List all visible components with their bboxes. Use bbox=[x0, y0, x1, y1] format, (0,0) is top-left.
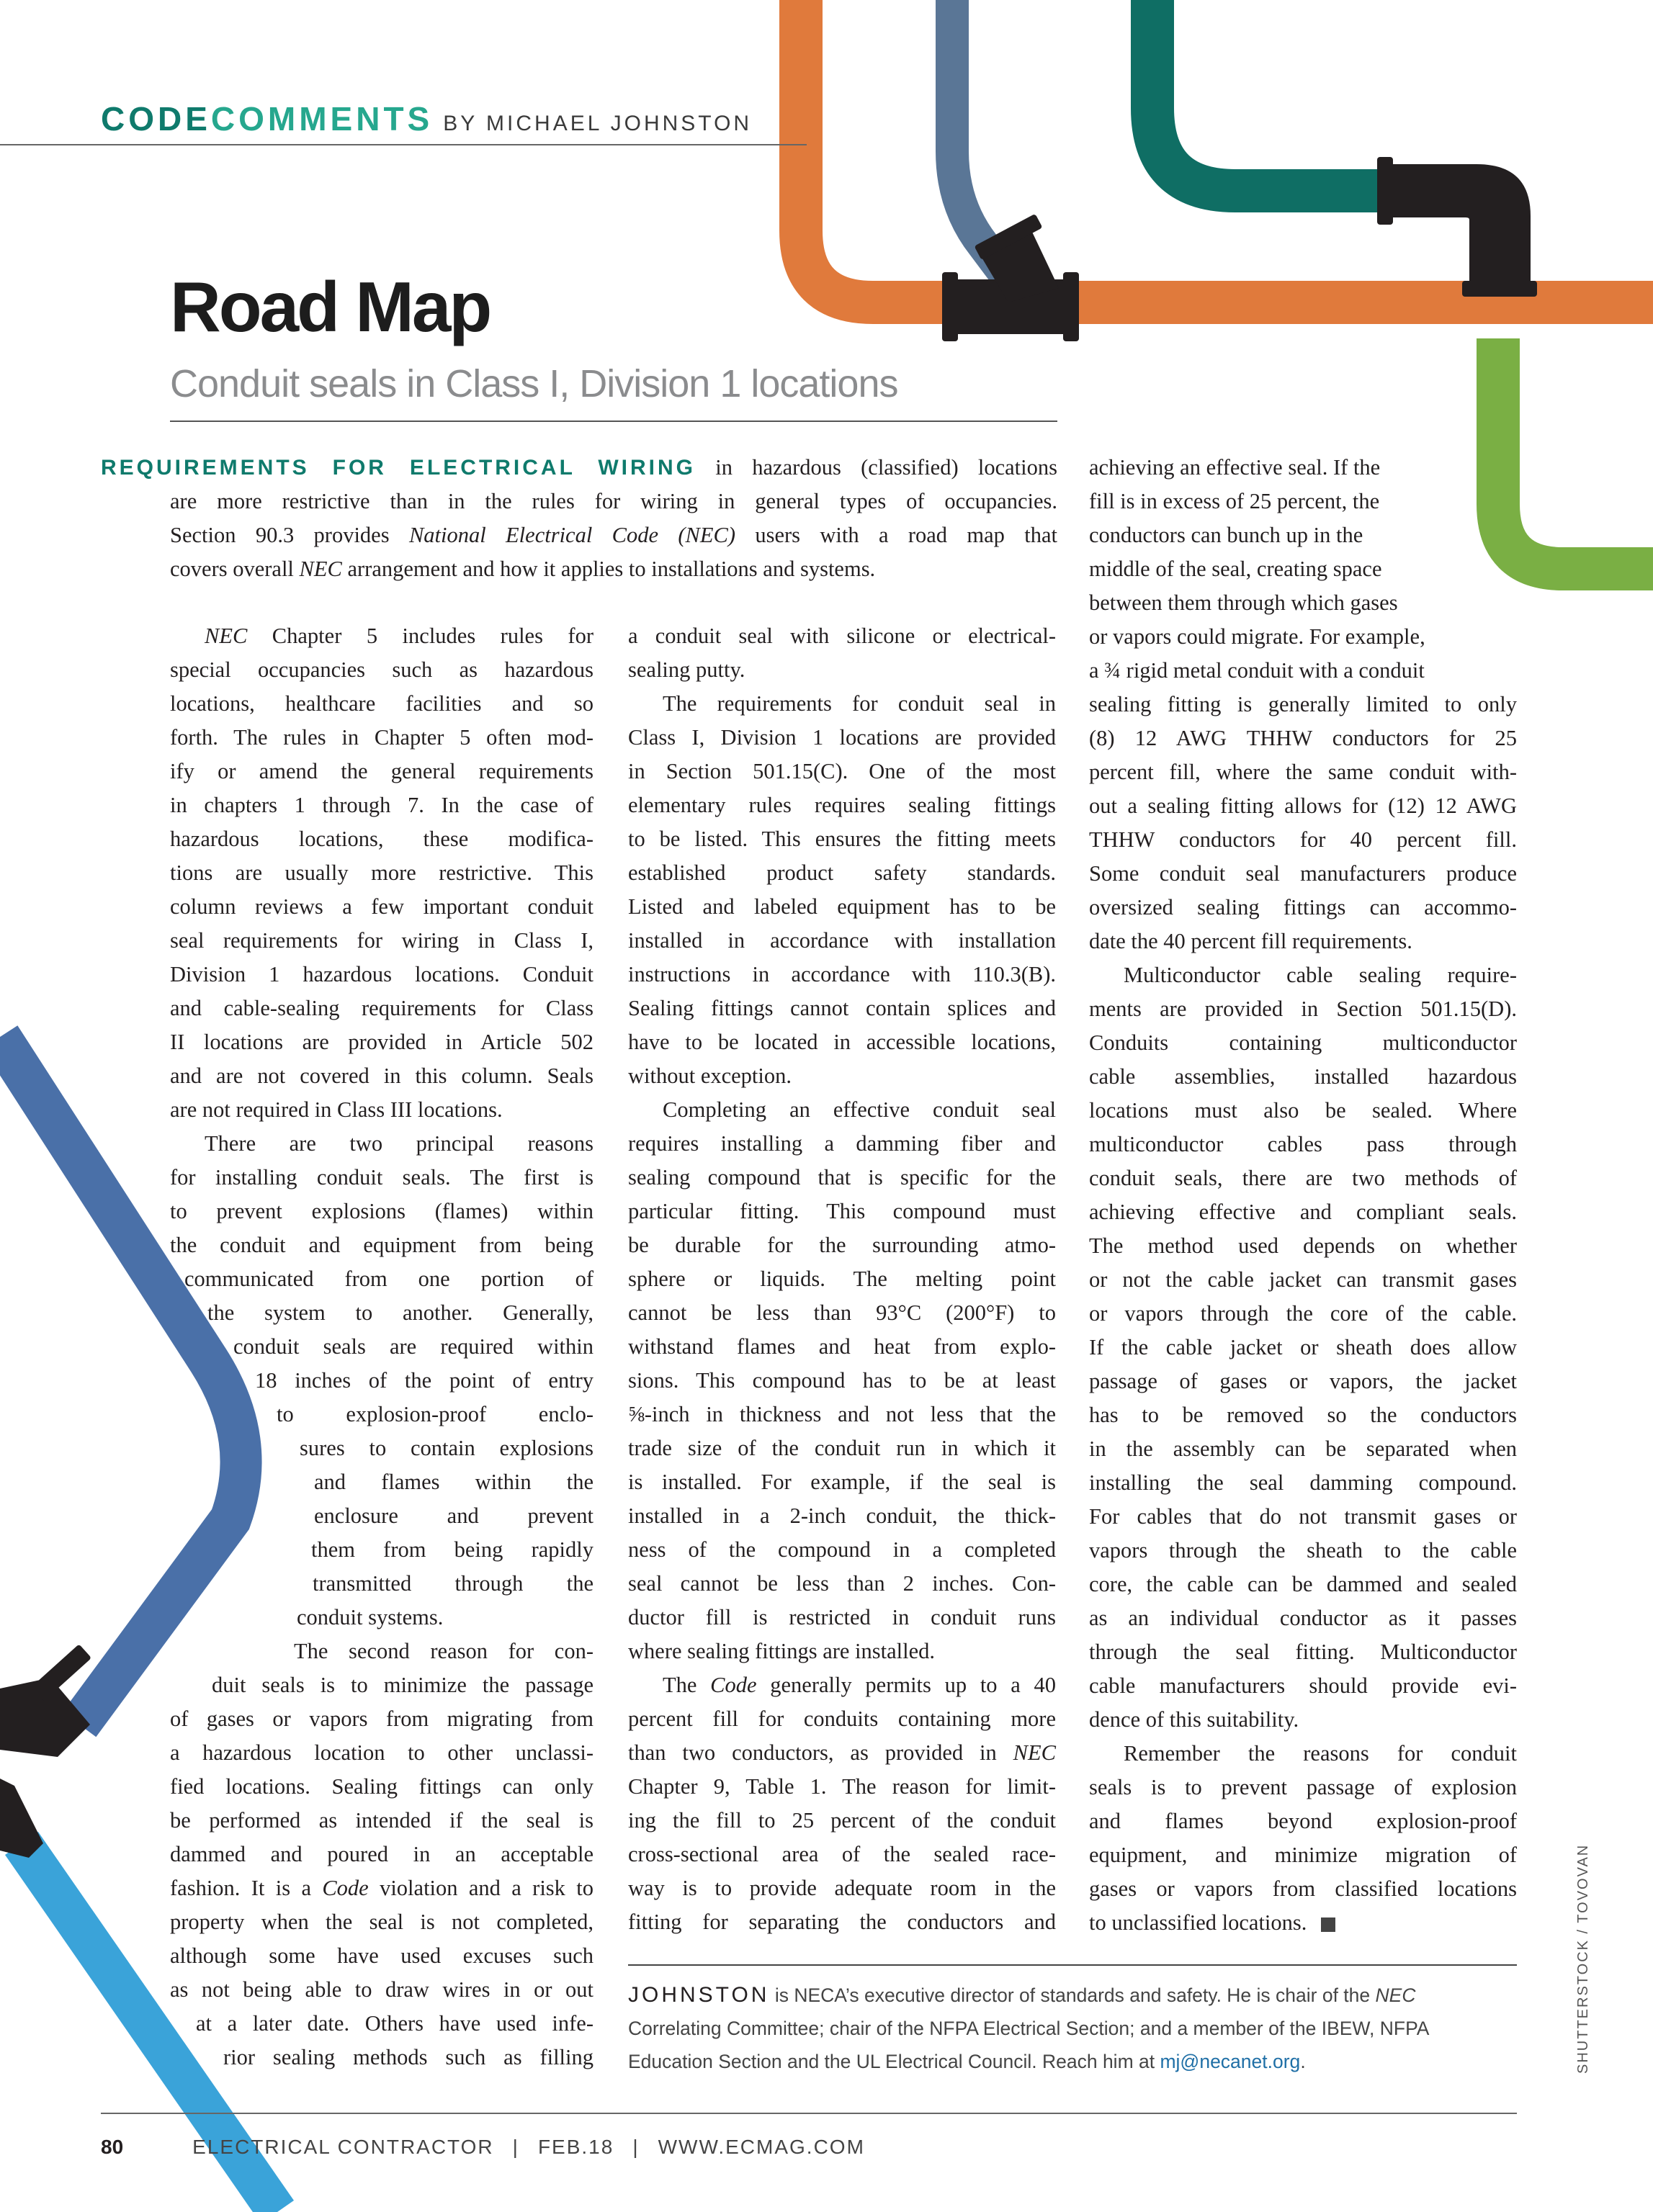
coupling-lower bbox=[0, 1779, 43, 1858]
text-line: cable assemblies, installed hazardous bbox=[1089, 1064, 1517, 1089]
text-line: fied locations. Sealing fittings can only bbox=[170, 1774, 593, 1799]
text-line: for installing conduit seals. The first is bbox=[170, 1165, 593, 1190]
text-line: in Section 501.15(C). One of the most bbox=[628, 759, 1056, 783]
email-link[interactable]: mj@necanet.org bbox=[1160, 2051, 1301, 2072]
text-line: cross-sectional area of the sealed race- bbox=[628, 1842, 1056, 1866]
text-line: THHW conductors for 40 percent fill. bbox=[1089, 827, 1517, 852]
text-line: cable manufacturers should provide evi- bbox=[1089, 1673, 1517, 1698]
text-line: installing the seal damming compound. bbox=[1089, 1470, 1517, 1495]
text-line: to prevent explosions (flames) within bbox=[170, 1199, 593, 1223]
text-line: Completing an effective conduit seal bbox=[663, 1097, 1056, 1122]
text-line: through the seal fitting. Multiconductor bbox=[1089, 1640, 1517, 1664]
text-line: sealing putty. bbox=[628, 657, 745, 682]
text-line: cannot be less than 93°C (200°F) to bbox=[628, 1300, 1056, 1325]
text-line: sealing compound that is specific for the bbox=[628, 1165, 1056, 1190]
bio-line: Correlating Committee; chair of the NFPA Electrical Section; and a member of the IBEW, NFPA bbox=[628, 2018, 1430, 2039]
footer-rule bbox=[101, 2113, 1517, 2114]
text-line: a conduit seal with silicone or electrical- bbox=[628, 624, 1056, 648]
text-line: There are two principal reasons bbox=[205, 1131, 593, 1156]
column-header bbox=[101, 99, 752, 138]
text-line: passage of gases or vapors, the jacket bbox=[1089, 1369, 1517, 1393]
bio-line: Education Section and the UL Electrical Council. Reach him at mj@necanet.org. bbox=[628, 2051, 1306, 2072]
text-line: or not the cable jacket can transmit gases bbox=[1089, 1267, 1517, 1292]
text-line: Division 1 hazardous locations. Conduit bbox=[170, 962, 593, 986]
text-line: tions are usually more restrictive. This bbox=[170, 860, 593, 885]
lead-line: in hazardous (classified) locations bbox=[715, 455, 1057, 480]
text-line: than two conductors, as provided in NEC bbox=[628, 1740, 1056, 1765]
text-line: II locations are provided in Article 502 bbox=[170, 1030, 593, 1054]
text-line: way is to provide adequate room in the bbox=[628, 1876, 1056, 1900]
text-line: multiconductor cables pass through bbox=[1089, 1132, 1517, 1156]
text-line: achieving an effective seal. If the bbox=[1089, 455, 1381, 480]
text-line: and are not covered in this column. Seals bbox=[170, 1064, 593, 1088]
text-line: enclosure and prevent bbox=[314, 1503, 593, 1528]
text-line: be durable for the surrounding atmo- bbox=[628, 1233, 1056, 1257]
text-line: seal cannot be less than 2 inches. Con- bbox=[628, 1571, 1056, 1596]
lead-line: covers overall NEC arrangement and how it applies to installations and systems. bbox=[170, 557, 876, 581]
text-line: achieving effective and compliant seals. bbox=[1089, 1200, 1517, 1224]
text-line: are not required in Class III locations. bbox=[170, 1097, 503, 1122]
text-line: without exception. bbox=[628, 1064, 792, 1088]
steel-blue-pipe bbox=[952, 0, 1005, 274]
elbow-fitting-collar-bottom bbox=[1462, 281, 1537, 297]
text-line: in the assembly can be separated when bbox=[1089, 1437, 1517, 1461]
text-line: middle of the seal, creating space bbox=[1089, 557, 1382, 581]
bio-author-name: JOHNSTON bbox=[628, 1983, 770, 2007]
text-line: transmitted through the bbox=[313, 1571, 593, 1596]
text-line: fill is in excess of 25 percent, the bbox=[1089, 489, 1380, 513]
text-line: established product safety standards. bbox=[628, 860, 1056, 885]
text-line: have to be located in accessible locations, bbox=[628, 1030, 1056, 1054]
text-line: instructions in accordance with 110.3(B). bbox=[628, 962, 1056, 986]
text-line: ductor fill is restricted in conduit runs bbox=[628, 1605, 1056, 1629]
text-line: or vapors could migrate. For example, bbox=[1089, 624, 1425, 649]
text-line: although some have used excuses such bbox=[170, 1943, 593, 1968]
lead-line: Section 90.3 provides National Electrical Code (NEC) users with a road map that bbox=[170, 523, 1057, 547]
header-code: CODE bbox=[101, 100, 211, 138]
text-line: installed in a 2-inch conduit, the thick- bbox=[628, 1503, 1056, 1528]
text-line: sures to contain explosions bbox=[300, 1436, 593, 1460]
text-line: dammed and poured in an acceptable bbox=[170, 1842, 593, 1866]
website-link[interactable]: WWW.ECMAG.COM bbox=[658, 2136, 865, 2158]
elbow-fitting bbox=[1387, 164, 1531, 288]
text-line: Multiconductor cable sealing require- bbox=[1124, 963, 1517, 987]
text-line: as not being able to draw wires in or out bbox=[170, 1977, 593, 2002]
text-line: of gases or vapors from migrating from bbox=[170, 1707, 593, 1731]
byline: BY MICHAEL JOHNSTON bbox=[443, 112, 753, 135]
text-line: If the cable jacket or sheath does allow bbox=[1089, 1335, 1517, 1359]
text-line: Some conduit seal manufacturers produce bbox=[1089, 861, 1517, 886]
text-line: in chapters 1 through 7. In the case of bbox=[170, 793, 593, 817]
bio-rule bbox=[628, 1964, 1517, 1966]
title-rule bbox=[170, 421, 1057, 422]
text-line: to be listed. This ensures the fitting meets bbox=[628, 827, 1056, 851]
text-line: as an individual conductor as it passes bbox=[1089, 1606, 1517, 1630]
text-line: percent fill, where the same conduit with- bbox=[1089, 760, 1517, 784]
lead-line: are more restrictive than in the rules for wiring in general types of occupancies. bbox=[170, 489, 1057, 513]
text-line: seals is to prevent passage of explosion bbox=[1089, 1775, 1517, 1799]
text-line: oversized sealing fittings can accommo- bbox=[1089, 895, 1517, 920]
text-line: Conduits containing multiconductor bbox=[1089, 1030, 1517, 1055]
photo-credit: SHUTTERSTOCK / TOVOVAN bbox=[1575, 1843, 1591, 2074]
column-3 bbox=[1089, 451, 1517, 1940]
text-line: percent fill for conduits containing more bbox=[628, 1707, 1056, 1731]
text-line: has to be removed so the conductors bbox=[1089, 1403, 1517, 1427]
page-footer bbox=[101, 2136, 865, 2159]
text-line: elementary rules requires sealing fittings bbox=[628, 793, 1056, 817]
text-line: trade size of the conduit run in which it bbox=[628, 1436, 1056, 1460]
text-line: (8) 12 AWG THHW conductors for 25 bbox=[1089, 726, 1517, 750]
text-line: ⅝-inch in thickness and not less that the bbox=[628, 1402, 1056, 1426]
text-line: NEC Chapter 5 includes rules for bbox=[205, 624, 593, 648]
end-mark-icon bbox=[1321, 1917, 1335, 1932]
text-line: a hazardous location to other unclassi- bbox=[170, 1740, 593, 1765]
text-line: Listed and labeled equipment has to be bbox=[628, 894, 1056, 919]
teal-pipe bbox=[1152, 0, 1390, 191]
tee-fitting-right-collar bbox=[1063, 272, 1079, 341]
text-line: date the 40 percent fill requirements. bbox=[1089, 929, 1412, 953]
text-line: fashion. It is a Code violation and a risk to bbox=[170, 1876, 593, 1900]
text-line: or vapors through the core of the cable. bbox=[1089, 1301, 1517, 1326]
text-line: conductors can bunch up in the bbox=[1089, 523, 1363, 547]
text-line: rior sealing methods such as filling bbox=[223, 2045, 593, 2069]
text-line: a ¾ rigid metal conduit with a conduit bbox=[1089, 658, 1425, 683]
text-line: sealing fitting is generally limited to only bbox=[1089, 692, 1517, 716]
text-line: duit seals is to minimize the passage bbox=[212, 1673, 593, 1697]
magazine-name: ELECTRICAL CONTRACTOR bbox=[192, 2136, 494, 2158]
text-line: the conduit and equipment from being bbox=[170, 1233, 593, 1257]
footer-separator: | bbox=[632, 2136, 640, 2158]
tee-fitting-left-collar bbox=[942, 272, 958, 341]
text-line: to explosion-proof enclo- bbox=[277, 1402, 593, 1426]
text-line: sions. This compound has to be at least bbox=[628, 1368, 1056, 1393]
text-line: conduit seals, there are two methods of bbox=[1089, 1166, 1517, 1190]
text-line: be performed as intended if the seal is bbox=[170, 1808, 593, 1833]
text-line: locations, healthcare facilities and so bbox=[170, 691, 593, 716]
page-number: 80 bbox=[101, 2136, 124, 2158]
green-pipe bbox=[1498, 338, 1653, 569]
text-line: ing the fill to 25 percent of the conduit bbox=[628, 1808, 1056, 1833]
text-line: equipment, and minimize migration of bbox=[1089, 1843, 1517, 1867]
text-line: conduit systems. bbox=[297, 1605, 444, 1629]
text-line: vapors through the sheath to the cable bbox=[1089, 1538, 1517, 1563]
text-line: at a later date. Others have used infe- bbox=[196, 2011, 593, 2036]
bio-line: JOHNSTON is NECA’s executive director of standards and safety. He is chair of the NEC bbox=[628, 1983, 1416, 2007]
column-1 bbox=[170, 619, 593, 2074]
text-line: installed in accordance with installation bbox=[628, 928, 1056, 953]
header-rule bbox=[0, 144, 807, 145]
text-line: Remember the reasons for conduit bbox=[1124, 1741, 1517, 1766]
issue-date: FEB.18 bbox=[537, 2136, 614, 2158]
text-line: and flames within the bbox=[314, 1470, 593, 1494]
text-line: and flames beyond explosion-proof bbox=[1089, 1809, 1517, 1833]
text-line: and cable-sealing requirements for Class bbox=[170, 996, 593, 1020]
header-comments: COMMENTS bbox=[210, 100, 434, 138]
text-line: sphere or liquids. The melting point bbox=[628, 1267, 1056, 1291]
text-line: The method used depends on whether bbox=[1089, 1233, 1517, 1258]
text-line: ness of the compound in a completed bbox=[628, 1537, 1056, 1562]
text-line: core, the cable can be dammed and sealed bbox=[1089, 1572, 1517, 1596]
text-line: seal requirements for wiring in Class I, bbox=[170, 928, 593, 953]
text-line: ments are provided in Section 501.15(D). bbox=[1089, 997, 1517, 1021]
text-line: requires installing a damming fiber and bbox=[628, 1131, 1056, 1156]
text-line: The second reason for con- bbox=[294, 1639, 593, 1663]
text-line: special occupancies such as hazardous bbox=[170, 657, 593, 682]
text-line: Sealing fittings cannot contain splices and bbox=[628, 996, 1056, 1020]
text-line: particular fitting. This compound must bbox=[628, 1199, 1056, 1223]
text-line: where sealing fittings are installed. bbox=[628, 1639, 936, 1663]
text-line: Class I, Division 1 locations are provided bbox=[628, 725, 1056, 750]
text-line: conduit seals are required within bbox=[233, 1334, 593, 1359]
text-line: them from being rapidly bbox=[311, 1537, 593, 1562]
text-line: 18 inches of the point of entry bbox=[255, 1368, 593, 1393]
text-line: the system to another. Generally, bbox=[207, 1300, 593, 1325]
column-2 bbox=[628, 619, 1056, 1939]
article-title: Road Map bbox=[170, 267, 490, 346]
text-line: property when the seal is not completed, bbox=[170, 1910, 593, 1934]
text-line: The Code generally permits up to a 40 bbox=[663, 1673, 1057, 1697]
text-line: column reviews a few important conduit bbox=[170, 894, 593, 919]
lead-paragraph bbox=[101, 451, 1057, 586]
text-line: is installed. For example, if the seal is bbox=[628, 1470, 1056, 1494]
text-line: ify or amend the general requirements bbox=[170, 759, 593, 783]
lead-kicker: REQUIREMENTS FOR ELECTRICAL WIRING bbox=[101, 456, 696, 480]
footer-separator: | bbox=[512, 2136, 519, 2158]
text-line: fitting for separating the conductors and bbox=[628, 1910, 1056, 1934]
text-line: Chapter 9, Table 1. The reason for limit- bbox=[628, 1774, 1056, 1799]
text-line: between them through which gases bbox=[1089, 590, 1398, 615]
text-line: For cables that do not transmit gases or bbox=[1089, 1504, 1517, 1529]
text-line: dence of this suitability. bbox=[1089, 1707, 1299, 1732]
text-line: The requirements for conduit seal in bbox=[663, 691, 1056, 716]
article-subtitle: Conduit seals in Class I, Division 1 locations bbox=[170, 362, 898, 405]
text-line: to unclassified locations. bbox=[1089, 1906, 1517, 1940]
text-line: locations must also be sealed. Where bbox=[1089, 1098, 1517, 1123]
author-bio bbox=[628, 1979, 1521, 2078]
elbow-fitting-collar-top bbox=[1377, 157, 1393, 225]
text-line: hazardous locations, these modifica- bbox=[170, 827, 593, 851]
text-line: gases or vapors from classified locations bbox=[1089, 1876, 1517, 1901]
text-line: out a sealing fitting allows for (12) 12 AWG bbox=[1089, 793, 1517, 818]
text-line: communicated from one portion of bbox=[184, 1267, 593, 1291]
text-line: forth. The rules in Chapter 5 often mod- bbox=[170, 725, 593, 750]
text-line: withstand flames and heat from explo- bbox=[628, 1334, 1056, 1359]
